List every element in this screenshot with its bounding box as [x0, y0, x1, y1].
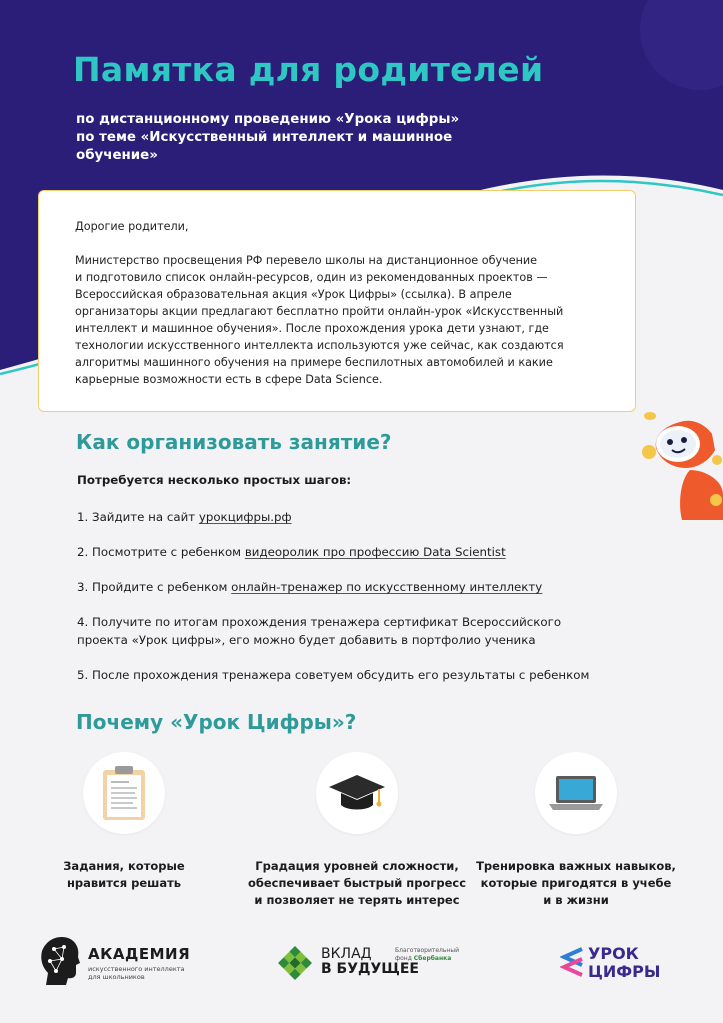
video-link[interactable]: видеоролик про профессию Data Scientist — [244, 545, 506, 559]
page-title: Памятка для родителей — [73, 50, 544, 89]
why-heading: Почему «Урок Цифры»? — [76, 710, 357, 734]
trainer-link[interactable]: онлайн-тренажер по искусственному интеллекту — [231, 580, 543, 594]
step-3: 3. Пройдите с ребенком онлайн-тренажер по искусственному интеллекту — [77, 580, 543, 594]
organize-heading: Как организовать занятие? — [76, 430, 392, 454]
clipboard-icon — [101, 765, 147, 821]
laptop-icon — [547, 773, 605, 813]
letter-card — [38, 190, 636, 412]
urok-cifry-chevron-icon — [560, 945, 584, 977]
step-4: 4. Получите по итогам прохождения тренажера сертификат Всероссийского проекта «Урок цифры», его можно будет добавить в портфолио ученика — [77, 615, 562, 647]
academy-logo: АКАДЕМИЯ искусственного интеллекта для школьников — [38, 935, 238, 985]
feature-skills: Тренировка важных навыков, которые пригодятся в учебе и в жизни — [466, 752, 686, 909]
urok-cifry-logo: УРОК ЦИФРЫ — [560, 935, 690, 985]
ai-head-icon — [38, 935, 82, 987]
vklad-mosaic-icon — [275, 943, 315, 983]
steps-intro: Потребуется несколько простых шагов: — [77, 473, 352, 487]
feature-tasks: Задания, которые нравится решать — [14, 752, 234, 892]
graduation-cap-icon — [327, 771, 387, 815]
feature-levels: Градация уровней сложности, обеспечивает быстрый прогресс и позволяет не терять интерес — [247, 752, 467, 909]
robot-mascot-icon — [620, 400, 723, 520]
letter-body: Министерство просвещения РФ перевело школы на дистанционное обучение и подготовило список онлайн-ресурсов, один из рекомендованных проектов — Всероссийская образовательная акция «Урок Цифры» (ссылка). В апреле организаторы акции предлагают бесплатно пройти онлайн-урок «Искусственный интеллект и машинное обучения». После прохождения урока дети узнают, где технологии искусственного интеллекта используются уже сейчас, как создаются алгоритмы машинного обучения на примере беспилотных автомобилей и какие карьерные возможности есть в сфере Data Science. — [75, 254, 564, 386]
letter-greeting: Дорогие родители, — [75, 220, 189, 233]
step-5: 5. После прохождения тренажера советуем обсудить его результаты с ребенком — [77, 668, 590, 682]
page-subtitle: по дистанционному проведению «Урока цифры» по теме «Искусственный интеллект и машинное обучение» — [76, 112, 460, 163]
vklad-logo: ВКЛАД В БУДУЩЕЕ Благотворительный фонд Сбербанка — [275, 935, 465, 985]
step-2: 2. Посмотрите с ребенком видеоролик про профессию Data Scientist — [77, 545, 506, 559]
step-1: 1. Зайдите на сайт урокцифры.рф — [77, 510, 292, 524]
site-link[interactable]: урокцифры.рф — [198, 510, 292, 524]
